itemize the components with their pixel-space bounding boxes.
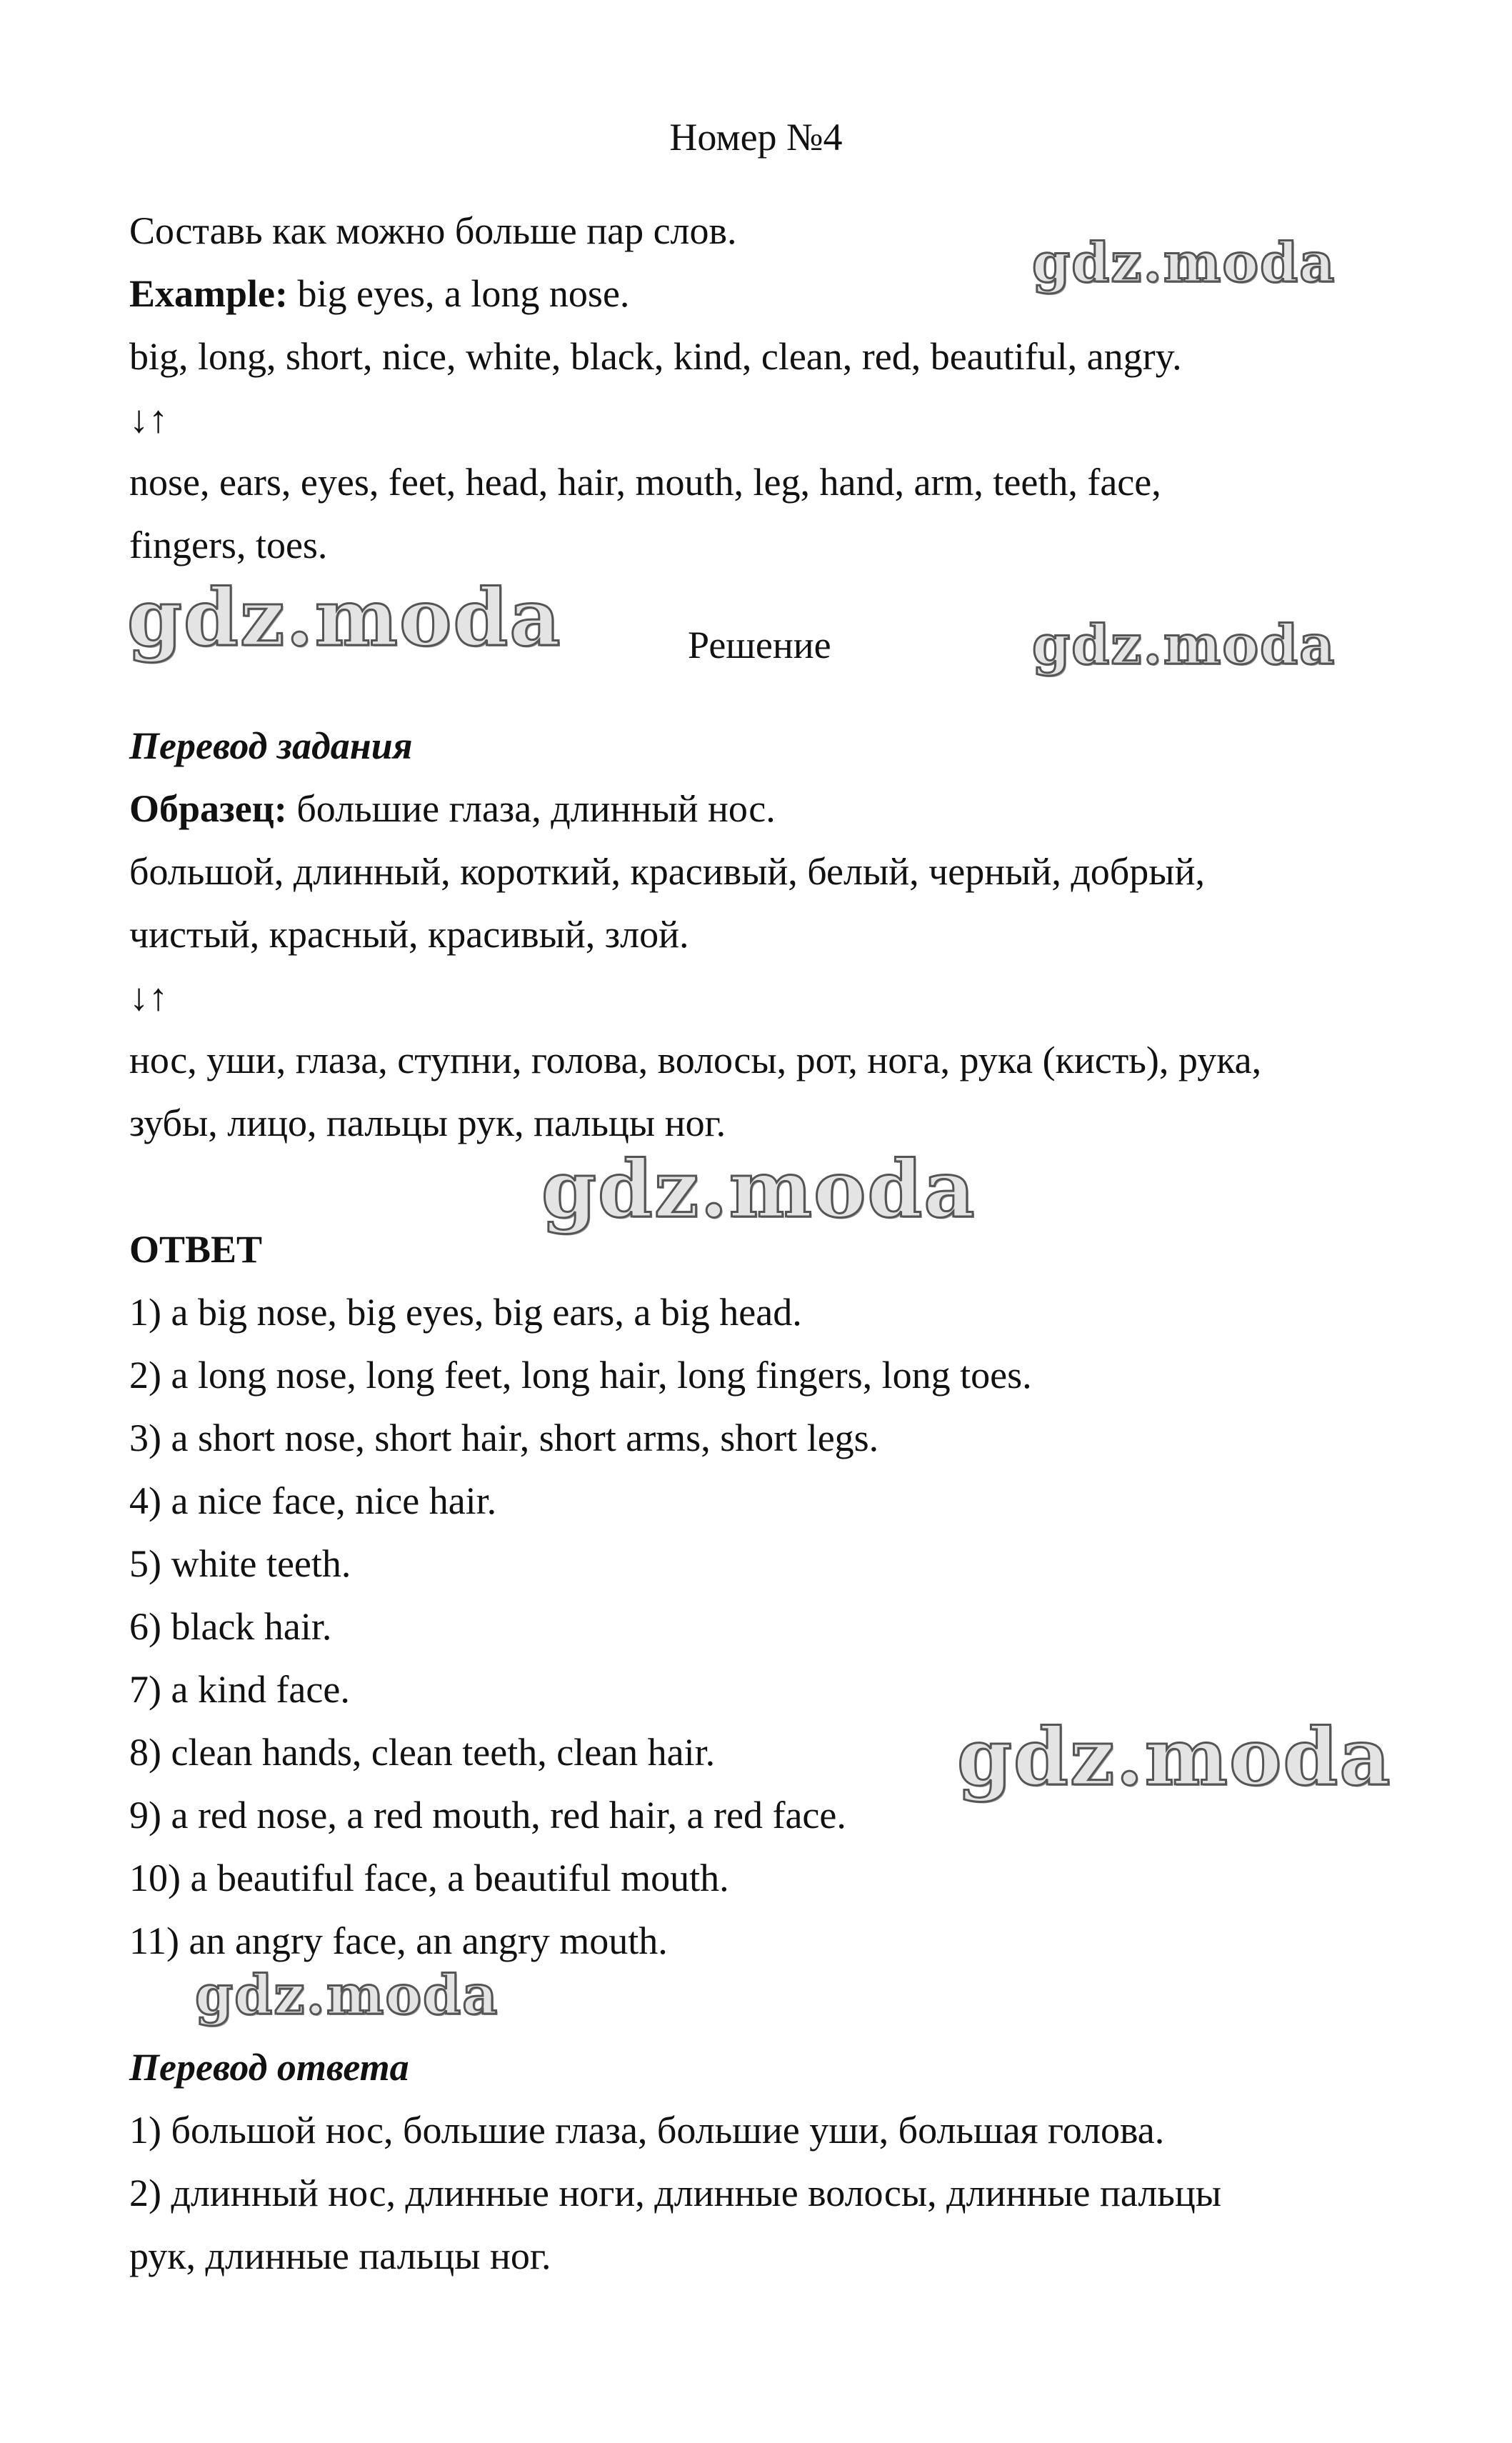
translation-heading: Перевод задания bbox=[129, 724, 413, 767]
arrows-icon: ↓↑ bbox=[129, 398, 168, 441]
sample-label: Образец: bbox=[129, 787, 287, 830]
answer-heading: ОТВЕТ bbox=[129, 1228, 263, 1271]
translated-nouns-2: зубы, лицо, пальцы рук, пальцы ног. bbox=[129, 1101, 726, 1144]
translated-adjectives-1: большой, длинный, короткий, красивый, белый, черный, добрый, bbox=[129, 850, 1205, 893]
answer-item: 9) a red nose, a red mouth, red hair, a red face. bbox=[129, 1794, 846, 1837]
page-title: Номер №4 bbox=[669, 116, 843, 159]
answer-item: 1) a big nose, big eyes, big ears, a big head. bbox=[129, 1291, 802, 1334]
answer-item: 8) clean hands, clean teeth, clean hair. bbox=[129, 1731, 716, 1774]
answer-item: 6) black hair. bbox=[129, 1605, 332, 1648]
watermark-logo: gdz.moda bbox=[1032, 231, 1336, 294]
answer-item: 7) a kind face. bbox=[129, 1668, 350, 1711]
nouns-line-2: fingers, toes. bbox=[129, 524, 328, 566]
answer-translation-heading: Перевод ответа bbox=[129, 2046, 409, 2089]
sample-text: большие глаза, длинный нос. bbox=[286, 787, 776, 830]
watermark-logo: gdz.moda bbox=[541, 1143, 976, 1235]
answer-item: 11) an angry face, an angry mouth. bbox=[129, 1919, 668, 1962]
sample-line bbox=[129, 789, 776, 828]
example-label: Example: bbox=[129, 272, 288, 315]
answer-translation-line: 2) длинный нос, длинные ноги, длинные волосы, длинные пальцы bbox=[129, 2172, 1222, 2214]
answer-item: 3) a short nose, short hair, short arms, short legs. bbox=[129, 1417, 879, 1459]
watermark-logo: gdz.moda bbox=[957, 1711, 1392, 1803]
answer-item: 10) a beautiful face, a beautiful mouth. bbox=[129, 1857, 729, 1899]
watermark-logo: gdz.moda bbox=[127, 571, 562, 664]
watermark-logo: gdz.moda bbox=[195, 1963, 499, 2027]
translated-nouns-1: нос, уши, глаза, ступни, голова, волосы, рот, нога, рука (кисть), рука, bbox=[129, 1039, 1262, 1081]
answer-item: 4) a nice face, nice hair. bbox=[129, 1479, 497, 1522]
answer-translation-line: 1) большой нос, большие глаза, большие уши, большая голова. bbox=[129, 2109, 1165, 2152]
example-text: big eyes, a long nose. bbox=[288, 272, 630, 315]
solution-label: Решение bbox=[688, 624, 831, 666]
example-line bbox=[129, 274, 629, 313]
task-instruction: Составь как можно больше пар слов. bbox=[129, 209, 737, 252]
answer-item: 2) a long nose, long feet, long hair, long fingers, long toes. bbox=[129, 1354, 1032, 1397]
watermark-logo: gdz.moda bbox=[1032, 613, 1336, 676]
answer-translation-line: рук, длинные пальцы ног. bbox=[129, 2234, 551, 2277]
adjectives-list: big, long, short, nice, white, black, kind, clean, red, beautiful, angry. bbox=[129, 335, 1182, 378]
nouns-line-1: nose, ears, eyes, feet, head, hair, mouth, leg, hand, arm, teeth, face, bbox=[129, 461, 1161, 504]
translated-arrows-icon: ↓↑ bbox=[129, 976, 168, 1019]
answer-item: 5) white teeth. bbox=[129, 1542, 351, 1585]
translated-adjectives-2: чистый, красный, красивый, злой. bbox=[129, 913, 689, 956]
